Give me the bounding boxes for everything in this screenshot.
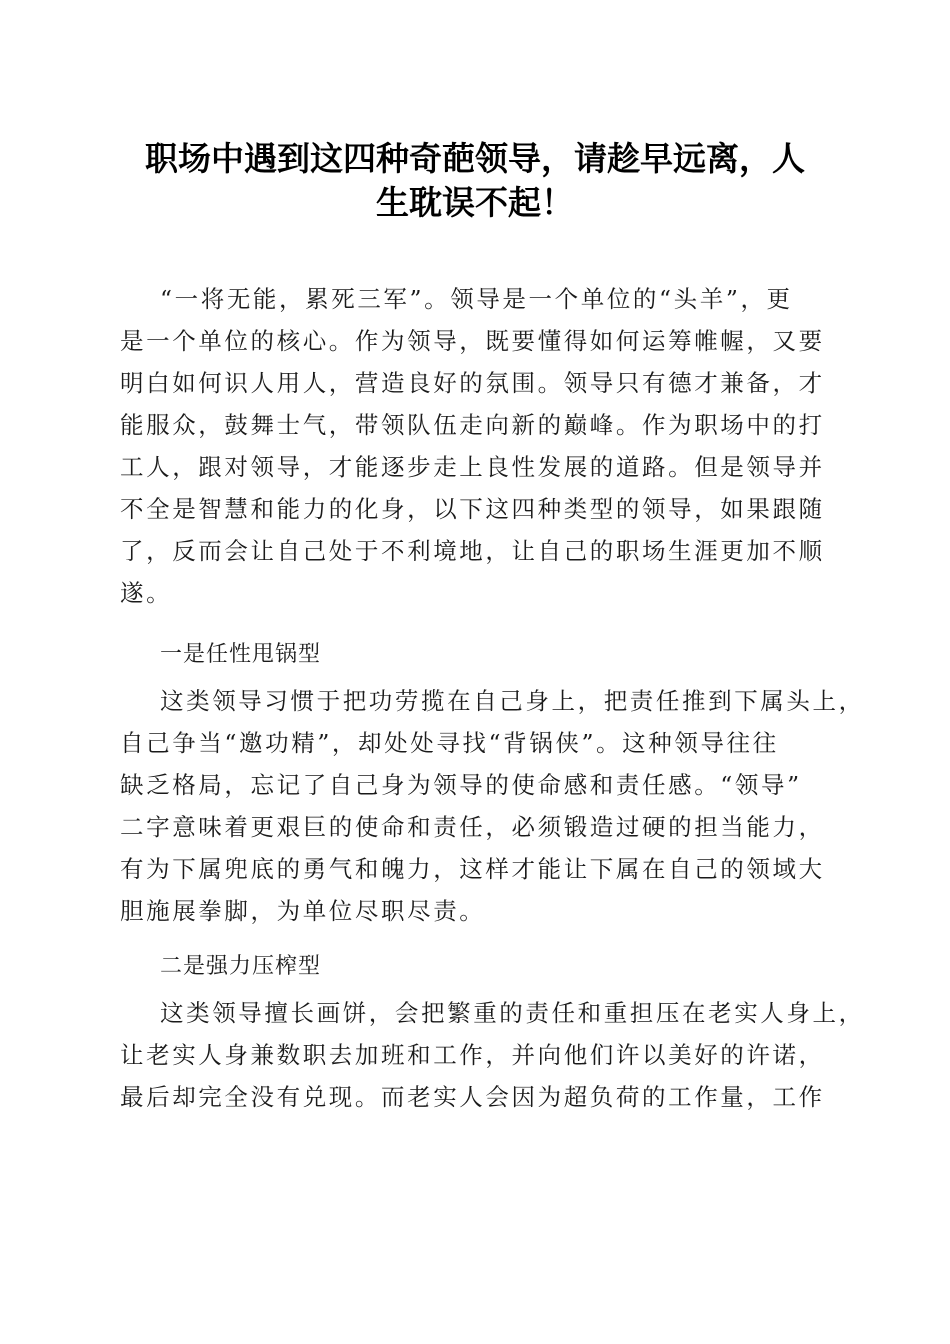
section-2-line: 这类领导擅长画饼，会把繁重的责任和重担压在老实人身上， xyxy=(160,999,865,1027)
section-1-line: 自己争当“邀功精”，却处处寻找“背锅侠”。这种领导往往 xyxy=(120,729,779,757)
section-2-line: 最后却完全没有兑现。而老实人会因为超负荷的工作量，工作 xyxy=(120,1083,825,1111)
intro-line: 工人，跟对领导，才能逐步走上良性发展的道路。但是领导并 xyxy=(120,453,825,481)
section-heading-1: 一是任性甩锅型 xyxy=(160,642,322,667)
section-1-line: 有为下属兜底的勇气和魄力，这样才能让下属在自己的领域大 xyxy=(120,855,825,883)
section-1-line: 缺乏格局，忘记了自己身为领导的使命感和责任感。“领导” xyxy=(120,771,802,799)
intro-line: “一将无能，累死三军”。领导是一个单位的“头羊”，更 xyxy=(160,285,793,313)
section-1-line: 胆施展拳脚，为单位尽职尽责。 xyxy=(120,897,486,925)
intro-line: 了，反而会让自己处于不利境地，让自己的职场生涯更加不顺 xyxy=(120,537,825,565)
intro-line: 是一个单位的核心。作为领导，既要懂得如何运筹帷幄，又要 xyxy=(120,327,825,355)
intro-line: 不全是智慧和能力的化身，以下这四种类型的领导，如果跟随 xyxy=(120,495,825,523)
section-1-line: 这类领导习惯于把功劳揽在自己身上，把责任推到下属头上， xyxy=(160,687,865,715)
intro-line: 明白如何识人用人，营造良好的氛围。领导只有德才兼备，才 xyxy=(120,369,825,397)
document-title-line-1: 职场中遇到这四种奇葩领导，请趁早远离，人 xyxy=(145,139,805,178)
section-1-line: 二字意味着更艰巨的使命和责任，必须锻造过硬的担当能力， xyxy=(120,813,825,841)
document-title-line-2: 生耽误不起！ xyxy=(376,183,574,222)
intro-line: 能服众，鼓舞士气，带领队伍走向新的巅峰。作为职场中的打 xyxy=(120,411,825,439)
section-2-line: 让老实人身兼数职去加班和工作，并向他们许以美好的许诺， xyxy=(120,1041,825,1069)
section-heading-2: 二是强力压榨型 xyxy=(160,954,322,979)
intro-line: 遂。 xyxy=(120,579,173,607)
